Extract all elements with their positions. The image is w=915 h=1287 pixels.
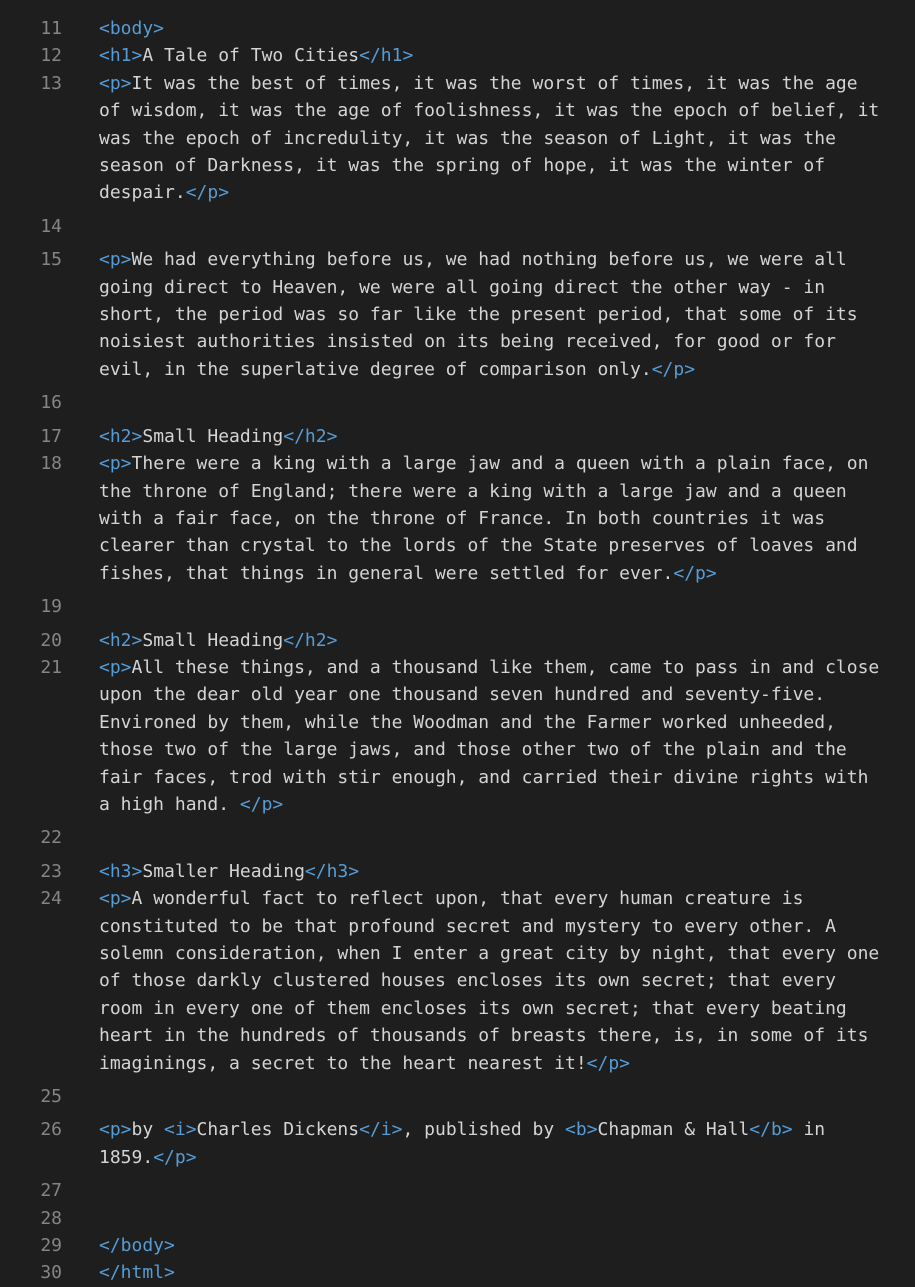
text-token: Chapman & Hall	[597, 1119, 750, 1141]
line-number: 15	[40, 249, 62, 271]
html-tag-token: </h1>	[359, 45, 414, 67]
line-content[interactable]	[99, 423, 889, 450]
line-number: 23	[40, 860, 62, 882]
line-number: 30	[40, 1262, 62, 1284]
line-content[interactable]	[99, 389, 889, 416]
code-line[interactable]	[0, 450, 915, 587]
line-number: 14	[40, 215, 62, 237]
line-content[interactable]	[99, 450, 889, 587]
text-token: Smaller Heading	[142, 860, 305, 882]
line-number: 24	[40, 888, 62, 910]
line-content[interactable]	[99, 654, 889, 818]
line-content[interactable]	[99, 824, 889, 851]
html-tag-token: </p>	[586, 1052, 631, 1074]
line-content[interactable]	[99, 1177, 889, 1204]
line-content[interactable]	[99, 627, 889, 654]
code-line[interactable]	[0, 654, 915, 818]
html-tag-token: <h2>	[99, 629, 143, 651]
text-token: by	[131, 1119, 165, 1141]
line-number: 21	[40, 656, 62, 678]
line-number: 19	[40, 596, 62, 618]
text-token: It was the best of times, it was the worst of times, it was the age of wisdom, it was the age of foolishness, it was the epoch of belief, it was the epoch of incredulity, it was the season of Light, it was the season of Darkness, it was the spring of hope, it was the winter of despair.	[99, 72, 891, 204]
text-token: Charles Dickens	[196, 1119, 360, 1141]
code-line[interactable]	[0, 1177, 915, 1204]
line-number: 18	[40, 453, 62, 475]
line-number: 17	[40, 425, 62, 447]
line-number: 29	[40, 1235, 62, 1257]
code-line[interactable]	[0, 885, 915, 1077]
line-content[interactable]	[99, 15, 889, 42]
html-tag-token: <i>	[164, 1119, 197, 1141]
html-tag-token: <p>	[99, 1119, 132, 1141]
code-line[interactable]	[0, 1259, 915, 1286]
code-line[interactable]	[0, 1116, 915, 1171]
html-tag-token: <body>	[99, 18, 165, 39]
text-token: Small Heading	[142, 425, 284, 447]
code-line[interactable]	[0, 1232, 915, 1259]
text-token: A Tale of Two Cities	[142, 45, 360, 67]
code-line[interactable]	[0, 627, 915, 654]
line-number: 28	[40, 1207, 62, 1229]
line-content[interactable]	[99, 1232, 889, 1259]
html-tag-token: <p>	[99, 72, 132, 94]
code-line[interactable]	[0, 389, 915, 416]
html-tag-token: </p>	[185, 182, 230, 204]
html-tag-token: </p>	[673, 562, 717, 584]
text-token: , published by	[402, 1119, 566, 1141]
html-tag-token: </b>	[749, 1119, 793, 1141]
code-line[interactable]	[0, 1083, 915, 1110]
line-number: 26	[40, 1119, 62, 1141]
html-tag-token: </p>	[153, 1146, 197, 1168]
html-tag-token: <p>	[99, 249, 132, 271]
line-number: 22	[40, 827, 62, 849]
line-content[interactable]	[99, 70, 889, 207]
text-token: There were a king with a large jaw and a queen with a plain face, on the throne of England; there were a king with a large jaw and a queen with a fair face, on the throne of France. In both countries it was clearer than crystal to the lords of the State preserves of loaves and fishes, that things in general were settled for ever.	[99, 453, 880, 584]
html-tag-token: </h2>	[283, 425, 338, 447]
line-content[interactable]	[99, 213, 889, 240]
line-number: 11	[40, 18, 62, 39]
code-line[interactable]	[0, 246, 915, 383]
code-line[interactable]	[0, 70, 915, 207]
line-content[interactable]	[99, 593, 889, 620]
text-token: Small Heading	[142, 629, 284, 651]
line-content[interactable]	[99, 885, 889, 1077]
code-line[interactable]	[0, 423, 915, 450]
text-token: All these things, and a thousand like them, came to pass in and close upon the dear old year one thousand seven hundred and seventy-five. Environed by them, while the Woodman and the Farmer worked unheeded, those two of the large jaws, and those other two of the plain and the fair faces, trod with stir enough, and carried their divine rights with a high hand.	[99, 656, 891, 815]
text-token: A wonderful fact to reflect upon, that every human creature is constituted to be that profound secret and mystery to every other. A solemn consideration, when I enter a great city by night, that every one of those darkly clustered houses encloses its own secret; that every room in every one of them encloses its own secret; that every beating heart in the hundreds of thousands of breasts there, is, in some of its imaginings, a secret to the heart nearest it!	[99, 888, 891, 1074]
code-line[interactable]	[0, 15, 915, 42]
html-tag-token: <h2>	[99, 425, 143, 447]
line-content[interactable]	[99, 1259, 889, 1286]
code-line[interactable]	[0, 42, 915, 69]
html-tag-token: <p>	[99, 453, 132, 475]
line-number: 16	[40, 392, 62, 414]
html-tag-token: <h3>	[99, 860, 143, 882]
line-content[interactable]	[99, 246, 889, 383]
code-line[interactable]	[0, 824, 915, 851]
html-tag-token: </body>	[99, 1235, 175, 1257]
line-number: 13	[40, 72, 62, 94]
line-number: 12	[40, 45, 62, 67]
line-content[interactable]	[99, 42, 889, 69]
code-editor[interactable]	[0, 15, 915, 1287]
html-tag-token: <p>	[99, 888, 132, 910]
html-tag-token: </i>	[359, 1119, 403, 1141]
html-tag-token: <p>	[99, 656, 132, 678]
text-token: in 1859.	[99, 1119, 836, 1168]
text-token: We had everything before us, we had nothing before us, we were all going direct to Heaven, we were all going direct the other way - in short, the period was so far like the present period, that some of its noisiest authorities insisted on its being received, for good or for evil, in the superlative degree of comparison only.	[99, 249, 869, 380]
line-content[interactable]	[99, 858, 889, 885]
line-number: 27	[40, 1180, 62, 1202]
line-content[interactable]	[99, 1205, 889, 1232]
line-content[interactable]	[99, 1116, 889, 1171]
html-tag-token: </p>	[239, 793, 284, 815]
html-tag-token: <b>	[565, 1119, 598, 1141]
code-line[interactable]	[0, 858, 915, 885]
html-tag-token: </p>	[651, 358, 696, 380]
html-tag-token: </h2>	[283, 629, 338, 651]
line-content[interactable]	[99, 1083, 889, 1110]
html-tag-token: </html>	[99, 1262, 175, 1284]
code-line[interactable]	[0, 213, 915, 240]
code-line[interactable]	[0, 593, 915, 620]
html-tag-token: </h3>	[304, 860, 360, 882]
line-number: 25	[40, 1086, 62, 1108]
code-line[interactable]	[0, 1205, 915, 1232]
html-tag-token: <h1>	[99, 45, 143, 67]
line-number: 20	[40, 629, 62, 651]
